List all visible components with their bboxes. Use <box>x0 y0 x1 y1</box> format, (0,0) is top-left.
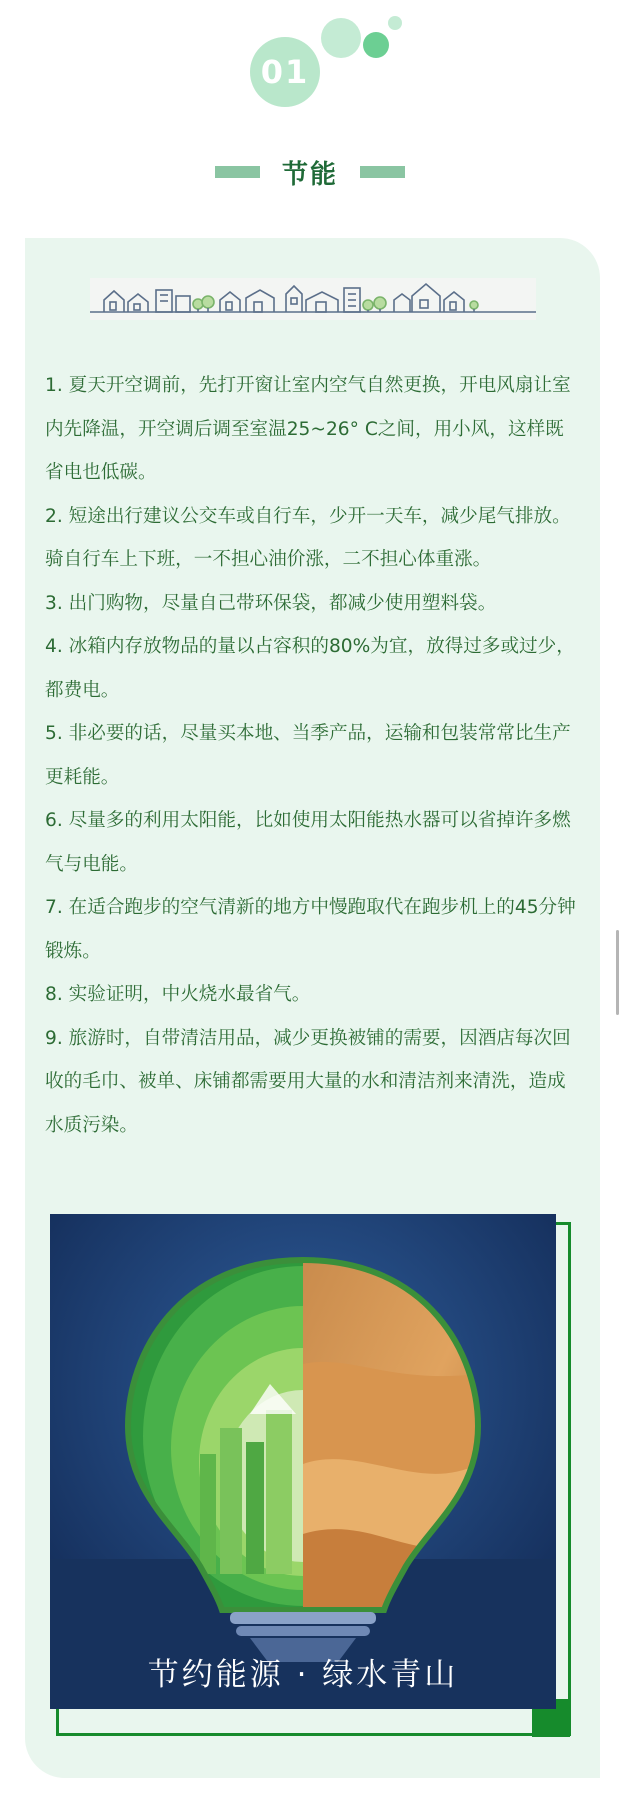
section-number-badge <box>250 37 320 107</box>
tip-item: 9. 旅游时，自带清洁用品，减少更换被铺的需要，因酒店每次回收的毛巾、被单、床铺都需要用大量的水和清洁剂来清洗，造成水质污染。 <box>45 1027 571 1136</box>
tip-item: 1. 夏天开空调前，先打开窗让室内空气自然更换，开电风扇让室内先降温，开空调后调至室温25~26° C之间，用小风，这样既省电也低碳。 <box>45 375 571 483</box>
poster-caption: 节约能源 · 绿水青山 <box>147 1657 459 1693</box>
section-header <box>0 0 620 230</box>
scrollbar-thumb[interactable] <box>616 930 619 1015</box>
decorative-bubble <box>388 16 402 30</box>
decorative-bubble <box>363 32 389 58</box>
houses-illustration <box>90 278 536 320</box>
energy-poster <box>50 1214 556 1709</box>
tip-item: 3. 出门购物，尽量自己带环保袋，都减少使用塑料袋。 <box>45 592 497 614</box>
section-number: 01 <box>260 53 310 91</box>
tip-item: 8. 实验证明，中火烧水最省气。 <box>45 984 311 1005</box>
tip-item: 7. 在适合跑步的空气清新的地方中慢跑取代在跑步机上的45分钟锻炼。 <box>45 897 576 962</box>
decorative-bubble <box>321 18 361 58</box>
title-bar-left <box>215 166 260 178</box>
tip-item: 6. 尽量多的利用太阳能，比如使用太阳能热水器可以省掉许多燃气与电能。 <box>45 810 571 875</box>
tip-item: 4. 冰箱内存放物品的量以占容积的80%为宜，放得过多或过少，都费电。 <box>45 636 575 701</box>
title-bar-right <box>360 166 405 178</box>
tip-item: 2. 短途出行建议公交车或自行车，少开一天车，减少尾气排放。骑自行车上下班，一不担心油价涨，二不担心体重涨。 <box>45 505 571 570</box>
section-title <box>0 152 620 192</box>
tip-item: 5. 非必要的话，尽量买本地、当季产品，运输和包装常常比生产更耗能。 <box>45 723 571 788</box>
section-title-label: 节能 <box>281 159 338 190</box>
tips-list <box>45 364 580 1147</box>
